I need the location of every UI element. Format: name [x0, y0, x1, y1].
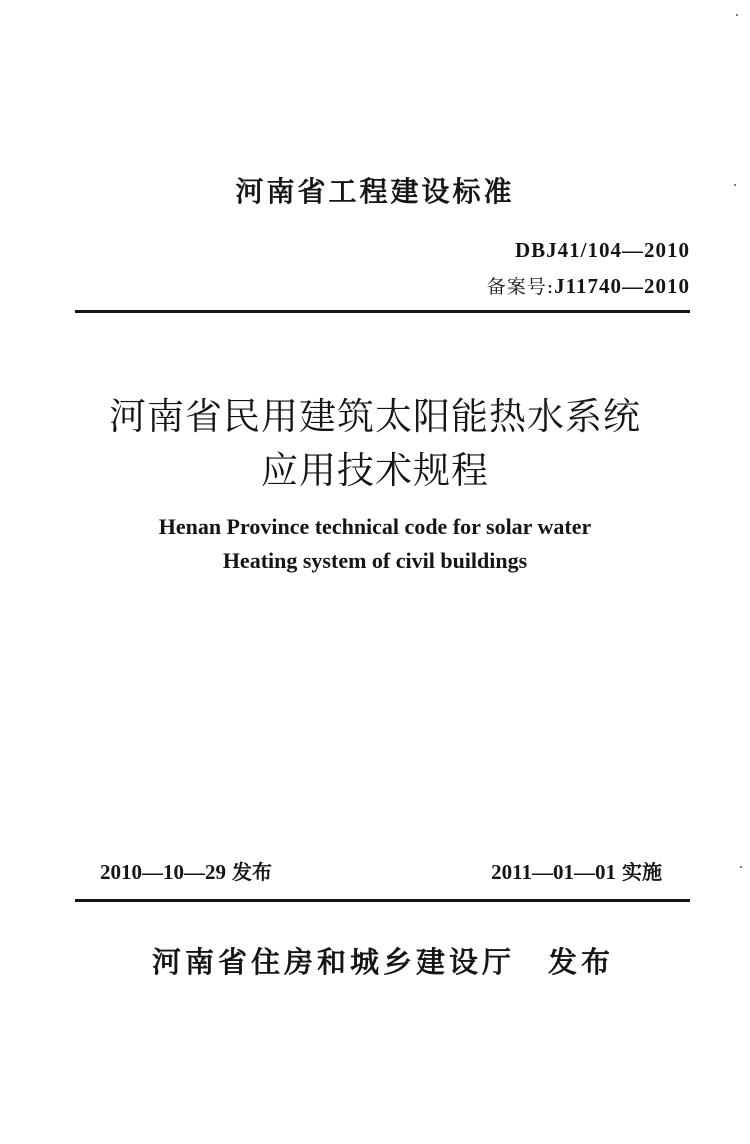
bottom-divider: [75, 899, 690, 902]
effective-date-block: [491, 856, 662, 885]
title-chinese-line-2: 应用技术规程: [261, 449, 489, 492]
series-title: 河南省工程建设标准: [235, 175, 515, 208]
top-divider: [75, 310, 690, 313]
issuer-name: 河南省住房和城乡建设厅: [152, 945, 516, 979]
scan-speck: [734, 184, 736, 186]
scan-speck: [736, 14, 738, 16]
issue-date-block: [100, 856, 272, 885]
title-chinese: [0, 390, 750, 498]
effective-date: 2011—01—01: [491, 860, 616, 884]
code-block: [487, 232, 690, 305]
scan-speck: [740, 866, 742, 868]
record-line: [487, 268, 690, 305]
record-label: 备案号:: [486, 276, 555, 298]
title-english-line-2: Heating system of civil buildings: [222, 548, 528, 573]
title-chinese-line-1: 河南省民用建筑太阳能热水系统: [109, 395, 641, 438]
issuer-action: 发布: [548, 945, 615, 979]
title-english-line-1: Henan Province technical code for solar water: [158, 514, 592, 539]
standard-code: DBJ41/104—2010: [514, 238, 690, 262]
effective-label: 实施: [622, 860, 662, 884]
record-number: J11740—2010: [554, 274, 690, 298]
issue-date: 2010—10—29: [100, 860, 226, 884]
title-english: [0, 510, 750, 578]
issue-label: 发布: [232, 860, 272, 884]
